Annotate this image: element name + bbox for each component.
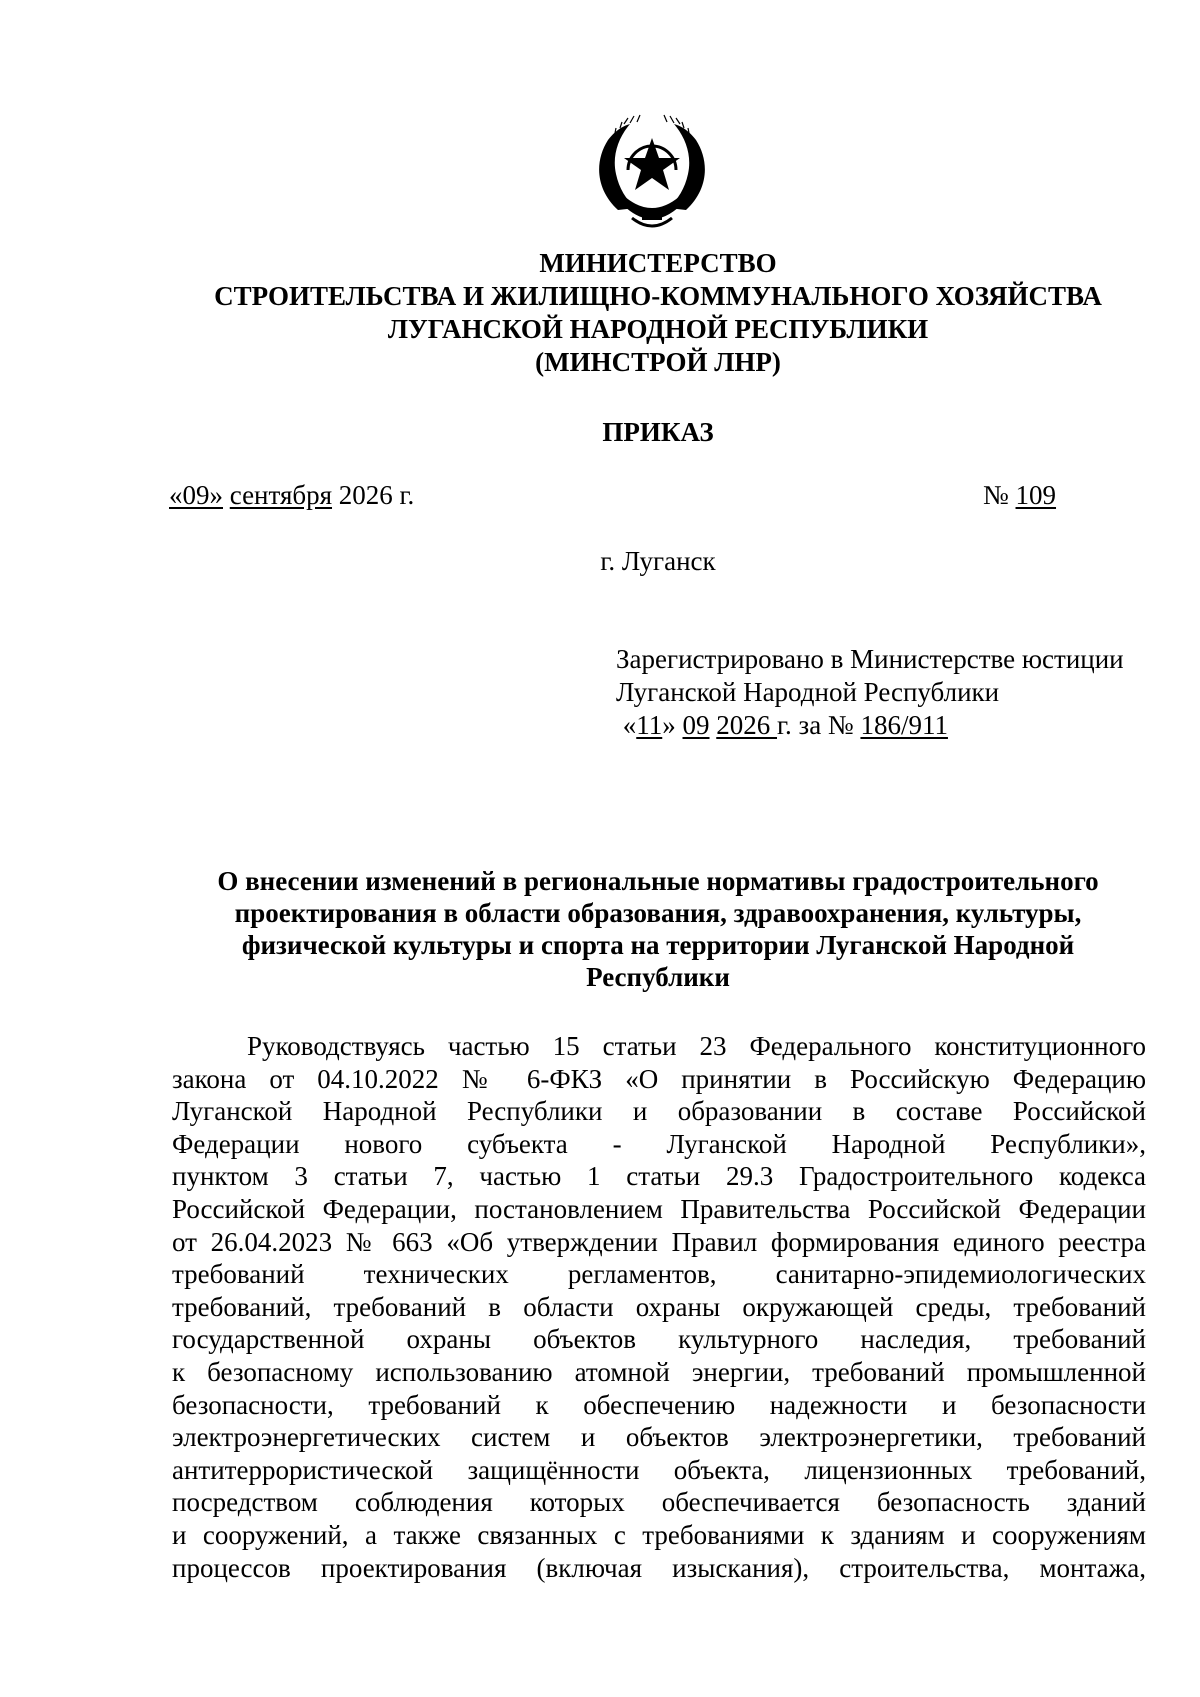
body-line: пунктом 3 статьи 7, частью 1 статьи 29.3 Градостроительного кодекса — [172, 1161, 1146, 1192]
registration-stamp — [616, 643, 1124, 742]
ministry-line: МИНИСТЕРСТВО — [539, 248, 777, 278]
title-line: О внесении изменений в региональные нормативы градостроительного — [217, 866, 1099, 896]
order-number-value: 109 — [1015, 480, 1057, 510]
order-date — [169, 479, 414, 512]
document-type: ПРИКАЗ — [602, 417, 714, 447]
body-line: процессов проектирования (включая изыскания), строительства, монтажа, — [172, 1552, 1146, 1583]
order-date-month: сентября — [229, 480, 333, 510]
body-line: закона от 04.10.2022 № 6-ФКЗ «О принятии в Российскую Федерацию — [172, 1063, 1146, 1094]
body-line: к безопасному использованию атомной энергии, требований промышленной — [172, 1356, 1146, 1387]
registration-number: 186/911 — [860, 710, 948, 740]
body-line: безопасности, требований к обеспечению надежности и безопасности — [172, 1389, 1146, 1420]
city: г. Луганск — [600, 546, 716, 576]
body-line: государственной охраны объектов культурного наследия, требований — [172, 1324, 1146, 1355]
body-line: Луганской Народной Республики и образовании в составе Российской — [172, 1096, 1146, 1127]
ministry-line: (МИНСТРОЙ ЛНР) — [535, 347, 781, 377]
body-line: требований, требований в области охраны окружающей среды, требований — [172, 1291, 1146, 1322]
body-line: посредством соблюдения которых обеспечивается безопасность зданий — [172, 1487, 1146, 1518]
registration-line: Зарегистрировано в Министерстве юстиции — [616, 644, 1124, 674]
registration-date-line: «11» 09 2026 г. за № 186/911 — [622, 710, 948, 740]
registration-year: 2026 — [716, 710, 777, 740]
registration-line: Луганской Народной Республики — [616, 677, 1000, 707]
body-line: требований технических регламентов, санитарно-эпидемиологических — [172, 1259, 1146, 1290]
body-line: Руководствуясь частью 15 статьи 23 Федерального конституционного — [247, 1031, 1146, 1061]
order-number-prefix: № — [983, 480, 1016, 510]
order-date-year: 2026 г. — [332, 480, 415, 510]
order-number — [983, 479, 1056, 512]
order-date-day: «09» — [169, 480, 223, 510]
ministry-line: СТРОИТЕЛЬСТВА И ЖИЛИЩНО-КОММУНАЛЬНОГО ХОЗЯЙСТВА — [214, 281, 1102, 311]
registration-month: 09 — [682, 710, 710, 740]
ministry-line: ЛУГАНСКОЙ НАРОДНОЙ РЕСПУБЛИКИ — [387, 314, 929, 344]
title-line: физической культуры и спорта на территории Луганской Народной — [241, 930, 1075, 960]
document-title — [170, 865, 1146, 993]
ministry-name — [0, 247, 1200, 379]
body-line: антитеррористической защищённости объекта, лицензионных требований, — [172, 1454, 1146, 1485]
coat-of-arms-icon — [588, 110, 716, 238]
body-line: от 26.04.2023 № 663 «Об утверждении Правил формирования единого реестра — [172, 1226, 1146, 1257]
title-line: Республики — [586, 962, 730, 992]
body-line: Федерации нового субъекта - Луганской Народной Республики», — [172, 1128, 1146, 1159]
body-paragraph — [172, 1030, 1146, 1584]
title-line: проектирования в области образования, здравоохранения, культуры, — [234, 898, 1082, 928]
registration-day: 11 — [636, 710, 663, 740]
body-line: и сооружений, а также связанных с требованиями к зданиям и сооружениям — [172, 1519, 1146, 1550]
body-line: электроэнергетических систем и объектов электроэнергетики, требований — [172, 1422, 1146, 1453]
body-line: Российской Федерации, постановлением Правительства Российской Федерации — [172, 1193, 1146, 1224]
